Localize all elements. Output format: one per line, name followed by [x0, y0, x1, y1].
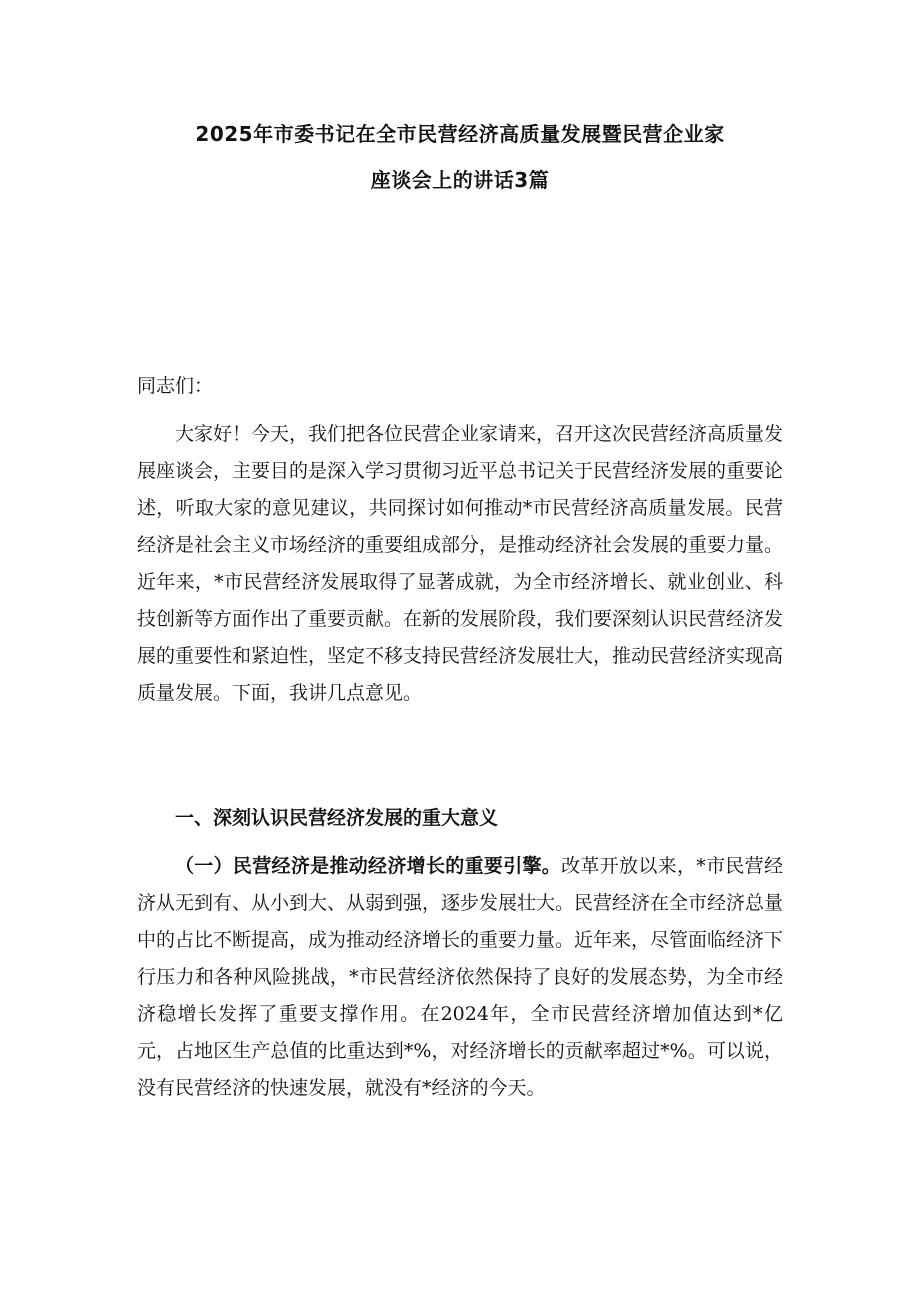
- paragraph-economic-engine: [137, 848, 783, 1107]
- salutation: 同志们：: [137, 375, 214, 397]
- document-title-line-2: 座谈会上的讲话3篇: [370, 168, 550, 192]
- opening-paragraph: 大家好！今天，我们把各位民营企业家请来，召开这次民营经济高质量发展座谈会，主要目的是深入学习贯彻习近平总书记关于民营经济发展的重要论述，听取大家的意见建议，共同探讨如何推动*市民营经济高质量发展。民营经济是社会主义市场经济的重要组成部分，是推动经济社会发展的重要力量。近年来，*市民营经济发展取得了显著成就，为全市经济增长、就业创业、科技创新等方面作出了重要贡献。在新的发展阶段，我们要深刻认识民营经济发展的重要性和紧迫性，坚定不移支持民营经济发展壮大，推动民营经济实现高质量发展。下面，我讲几点意见。: [137, 423, 784, 704]
- section-heading: 一、深刻认识民营经济发展的重大意义: [175, 807, 499, 829]
- document-title-line-1: 2025年市委书记在全市民营经济高质量发展暨民营企业家: [195, 122, 725, 146]
- paragraph-body-text: 改革开放以来，*市民营经济从无到有、从小到大、从弱到强，逐步发展壮大。民营经济在全市经济总量中的占比不断提高，成为推动经济增长的重要力量。近年来，尽管面临经济下行压力和各种风险挑战，*市民营经济依然保持了良好的发展态势，为全市经济稳增长发挥了重要支撑作用。在2024年，全市民营经济增加值达到*亿元，占地区生产总值的比重达到*%，对经济增长的贡献率超过*%。可以说，没有民营经济的快速发展，就没有*经济的今天。: [137, 855, 784, 1099]
- paragraph-lead-sentence: （一）民营经济是推动经济增长的重要引擎。: [175, 855, 562, 877]
